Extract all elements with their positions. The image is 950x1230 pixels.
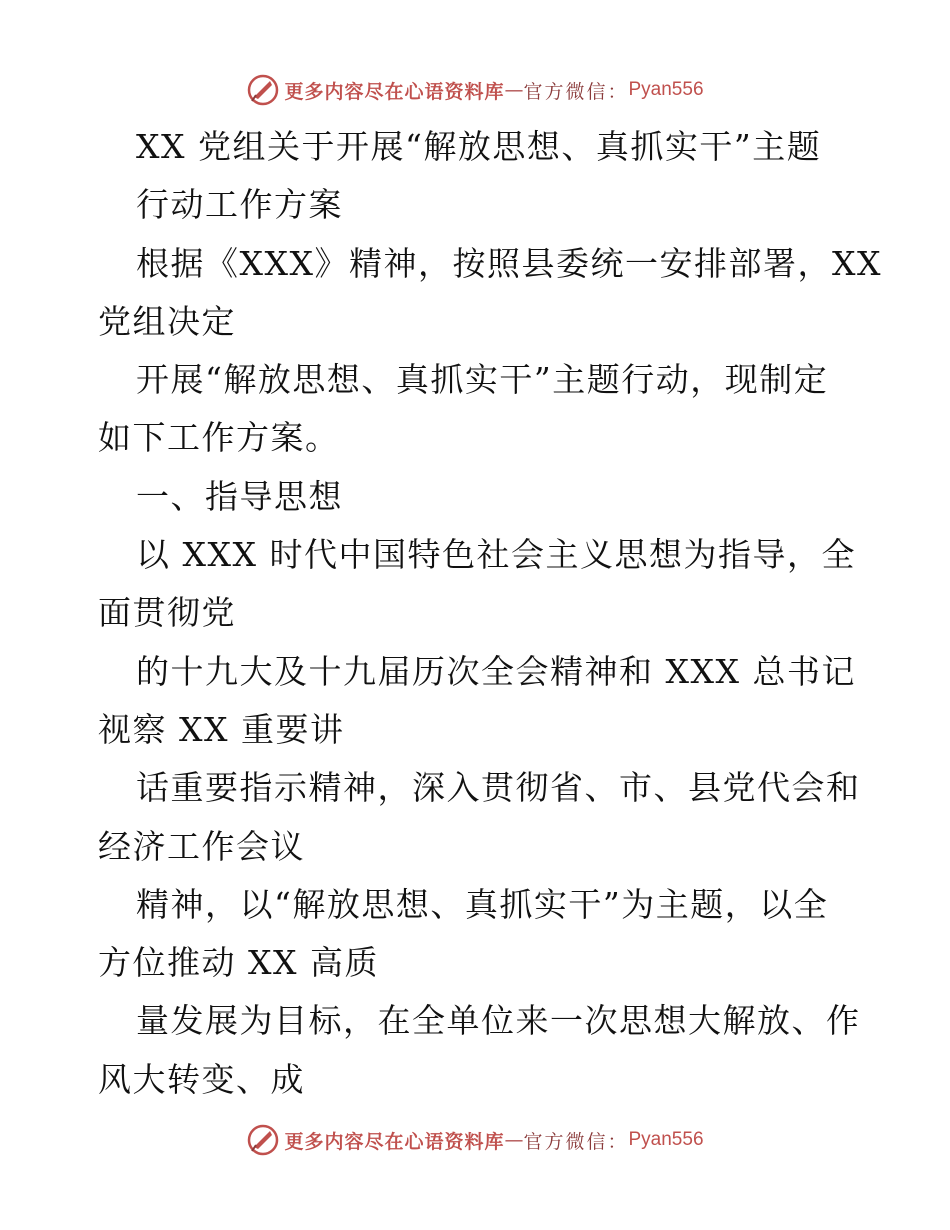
quill-logo-icon [246, 73, 280, 107]
watermark-wechat-label: 官方微信： [523, 1130, 629, 1153]
paragraph-line: 量发展为目标，在全单位来一次思想大解放、作 [136, 1001, 861, 1041]
watermark-wechat-id: Pyan556 [628, 1129, 704, 1150]
paragraph-line: 精神，以“解放思想、真抓实干”为主题，以全 [136, 884, 829, 924]
paragraph-line: 面贯彻党 [98, 593, 236, 633]
watermark-text: 更多内容尽在心语资料库 [284, 1130, 505, 1153]
quill-logo-icon [246, 1123, 280, 1157]
watermark-wechat-label: 官方微信： [523, 80, 629, 103]
document-body [98, 118, 882, 1109]
paragraph-line: 开展“解放思想、真抓实干”主题行动，现制定 [136, 360, 829, 400]
section-heading: 一、指导思想 [136, 476, 343, 516]
watermark-text: 更多内容尽在心语资料库 [284, 80, 505, 103]
watermark-dash: — [504, 79, 524, 101]
watermark-header [0, 70, 950, 110]
paragraph-line: 的十九大及十九届历次全会精神和 XXX 总书记 [136, 651, 856, 691]
paragraph-line: 根据《XXX》精神，按照县委统一安排部署，XX [136, 243, 882, 283]
paragraph-line: 党组决定 [98, 301, 236, 341]
doc-title-line-1: XX 党组关于开展“解放思想、真抓实干”主题 [136, 127, 822, 166]
paragraph-line: 如下工作方案。 [98, 418, 340, 458]
paragraph-line: 视察 XX 重要讲 [98, 709, 345, 749]
doc-title-line-2: 行动工作方案 [136, 185, 343, 225]
watermark-dash: — [504, 1129, 524, 1151]
paragraph-line: 话重要指示精神，深入贯彻省、市、县党代会和 [136, 768, 861, 808]
paragraph-line: 方位推动 XX 高质 [98, 943, 379, 983]
paragraph-line: 以 XXX 时代中国特色社会主义思想为指导，全 [136, 535, 856, 575]
watermark-wechat-id: Pyan556 [628, 79, 704, 100]
paragraph-line: 风大转变、成 [98, 1059, 305, 1099]
paragraph-line: 经济工作会议 [98, 826, 305, 866]
watermark-footer [0, 1120, 950, 1160]
